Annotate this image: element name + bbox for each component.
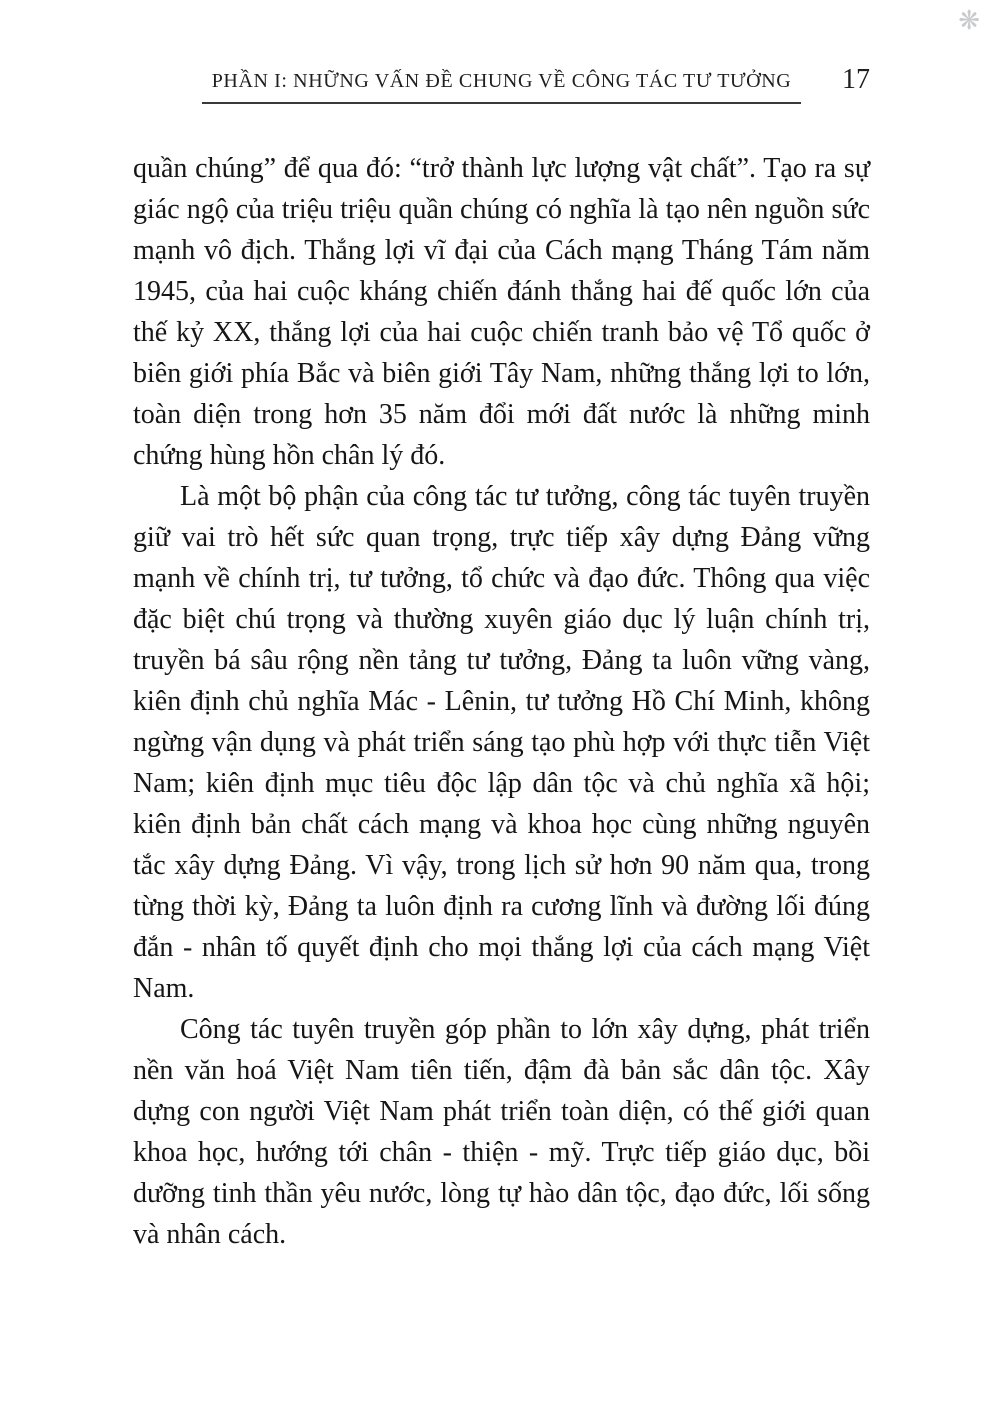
page-number: 17: [842, 64, 870, 95]
paragraph: Là một bộ phận của công tác tư tưởng, công tác tuyên truyền giữ vai trò hết sức quan trọng, trực tiếp xây dựng Đảng vững mạnh về chính trị, tư tưởng, tổ chức và đạo đức. Thông qua việc đặc biệt chú trọng và thường xuyên giáo dục lý luận chính trị, truyền bá sâu rộng nền tảng tư tưởng, Đảng ta luôn vững vàng, kiên định chủ nghĩa Mác - Lênin, tư tưởng Hồ Chí Minh, không ngừng vận dụng và phát triển sáng tạo phù hợp với thực tiễn Việt Nam; kiên định mục tiêu độc lập dân tộc và chủ nghĩa xã hội; kiên định bản chất cách mạng và khoa học cùng những nguyên tắc xây dựng Đảng. Vì vậy, trong lịch sử hơn 90 năm qua, trong từng thời kỳ, Đảng ta luôn định ra cương lĩnh và đường lối đúng đắn - nhân tố quyết định cho mọi thắng lợi của cách mạng Việt Nam.: [133, 481, 870, 1004]
running-head: PHẦN I: NHỮNG VẤN ĐỀ CHUNG VỀ CÔNG TÁC TƯ TƯỞNG: [202, 70, 802, 104]
flower-ornament-icon: ❋: [958, 6, 980, 35]
paragraph: Công tác tuyên truyền góp phần to lớn xây dựng, phát triển nền văn hoá Việt Nam tiên tiến, đậm đà bản sắc dân tộc. Xây dựng con người Việt Nam phát triển toàn diện, có thế giới quan khoa học, hướng tới chân - thiện - mỹ. Trực tiếp giáo dục, bồi dưỡng tinh thần yêu nước, lòng tự hào dân tộc, đạo đức, lối sống và nhân cách.: [133, 1014, 870, 1250]
page-body: [133, 148, 870, 1255]
paragraph: quần chúng” để qua đó: “trở thành lực lượng vật chất”. Tạo ra sự giác ngộ của triệu triệu quần chúng có nghĩa là tạo nên nguồn sức mạnh vô địch. Thắng lợi vĩ đại của Cách mạng Tháng Tám năm 1945, của hai cuộc kháng chiến đánh thắng hai đế quốc lớn của thế kỷ XX, thắng lợi của hai cuộc chiến tranh bảo vệ Tổ quốc ở biên giới phía Bắc và biên giới Tây Nam, những thắng lợi to lớn, toàn diện trong hơn 35 năm đổi mới đất nước là những minh chứng hùng hồn chân lý đó.: [133, 153, 870, 471]
page-header: [133, 64, 870, 104]
